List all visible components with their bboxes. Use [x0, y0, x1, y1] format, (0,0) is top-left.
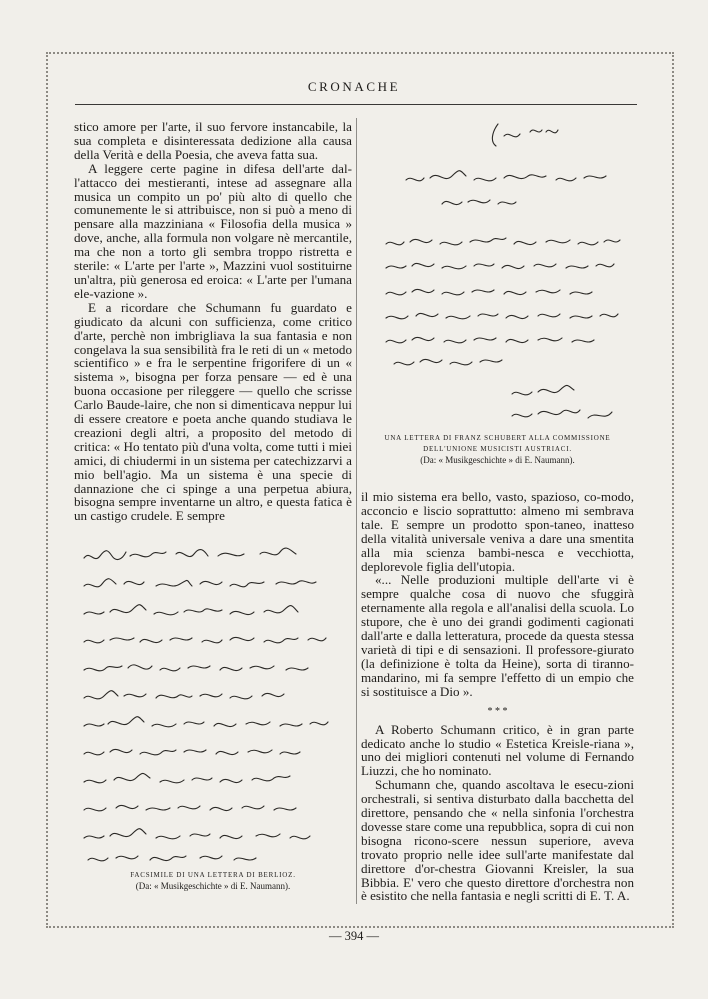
- berlioz-caption-title: FACSIMILE DI UNA LETTERA DI BERLIOZ.: [130, 871, 296, 879]
- left-paragraph-1: stico amore per l'arte, il suo fervore instancabile, la sua completa e disinteressata dedizione alla causa della Verità e della Poesia, che aveva fatta sua.: [74, 119, 352, 162]
- right-paragraph-3: A Roberto Schumann critico, è in gran parte dedicato anche lo studio « Estetica Kreisle-riana », uno dei migliori contenuti nel volume di Fernando Liuzzi, che ho nominato.: [361, 721, 634, 779]
- right-paragraph-2: «... Nelle produzioni multiple dell'arte vi è sempre qualche cosa di nuovo che sfuggirà eternamente alla regola e all'analisi della scuola. Lo stupore, che è uno dei grandi godimenti cagionati dall'arte e dalla letteratura, procede da questa stessa varietà di tipi e di sensazioni. Il professore-giurato (la definizione è tolta da Heine), sorta di tiranno-mandarino, mi fa sempre l'effetto di un empio che si sostituisce a Dio ».: [361, 572, 634, 699]
- left-column: [74, 120, 352, 523]
- left-paragraph-2: A leggere certe pagine in difesa dell'arte dal-l'attacco dei mestieranti, intese ad assegnare alla musica un compito un po' più alto di quello che comunemente le si attribuisce, non si può a meno di pensare alla mazziniana « Filosofia della musica » dove, anche, alla formula non volgare nè mercantile, ma che non a torto gli sembra troppo ristretta e sterile: « L'arte per l'arte », Mazzini vuol sostituirne un'altra, più generosa ed eroica: « L'arte per l'umana ele-vazione ».: [74, 160, 352, 301]
- berlioz-letter-facsimile: [80, 540, 348, 870]
- schubert-caption-title: UNA LETTERA DI FRANZ SCHUBERT ALLA COMMISSIONE DELL'UNIONE MUSICISTI AUSTRIACI.: [384, 434, 611, 453]
- column-divider: [356, 118, 357, 904]
- right-paragraph-4: Schumann che, quando ascoltava le esecu-zioni orchestrali, si sentiva disturbato dalla bacchetta del direttore, pensando che « nella sinfonia l'orchestra dovesse stare come una repubblica, sopra di cui non bisogna ricono-scere nessun superiore, aveva trovato proprio nelle idee sull'arte manifestate dal direttore d'or-chestra Giovanni Kreisler, la sua Bibbia. E' vero che questo direttore d'orchestra non è esistito che nella fantasia e negli scritti di E. T. A.: [361, 777, 634, 904]
- schubert-caption-source: (Da: « Musikgeschichte » di E. Naumann).: [420, 455, 575, 465]
- left-paragraph-3: E a ricordare che Schumann fu guardato e giudicato da alcuni con sufficienza, come critico d'arte, perchè non imbrigliava la sua fantasia e non congelava la sua sensibilità fra le reti di un « metodo scientifico » e fra le serpentine frigorifere di un « sistema », bisogna per forza pensare — ed è una buona occasione per rileggere — quello che scrisse Carlo Baude-laire, che non si dimenticava neppur lui di essere creatore e poeta anche quando studiava le creazioni degli altri, a proposito del metodo di critica: « Ho tentato più d'una volta, come tutti i miei amici, di chiudermi in un sistema per catechizzarvi a mio bell'agio. Ma un sistema è una specie di dannazione che ci spinge a una perpetua abiura, bisogna sempre inventarne un altro, e questa fatica è un castigo crudele. E sempre: [74, 299, 352, 524]
- berlioz-caption-source: (Da: « Musikgeschichte » di E. Naumann).: [135, 881, 291, 891]
- schubert-caption: [361, 433, 634, 466]
- schubert-letter-facsimile: [380, 118, 642, 428]
- header-rule: [75, 104, 637, 105]
- page-header-title: CRONACHE: [307, 79, 401, 94]
- berlioz-caption: [74, 870, 352, 892]
- page-number: — 394 —: [329, 929, 379, 943]
- section-separator: * * *: [487, 705, 508, 717]
- right-column: [361, 490, 634, 903]
- right-paragraph-1: il mio sistema era bello, vasto, spazioso, co-modo, acconcio e liscio soprattutto: almeno mi sembrava tale. E sempre un prodotto spon-taneo, inatteso della vitalità universale veniva a dare una smentita alla mia scienza bambi-nesca e vecchiotta, deplorevole figlia dell'utopia.: [361, 489, 634, 574]
